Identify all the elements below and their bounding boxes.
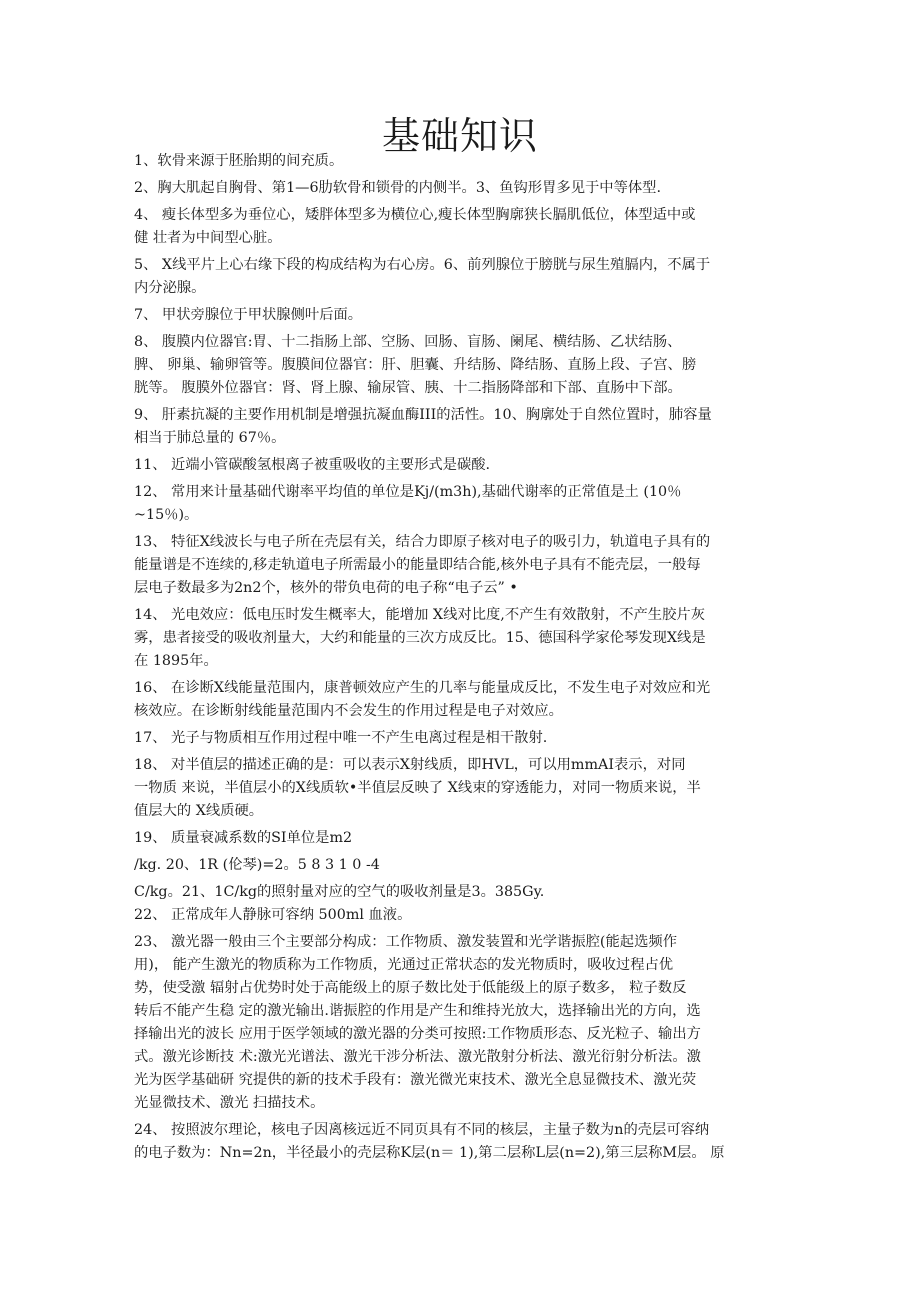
text-line: 9、 肝素抗凝的主要作用机制是增强抗凝血酶III的活性。10、胸廓处于自然位置时，肺容量 bbox=[134, 407, 712, 423]
text-line: 转后不能产生稳 定的激光输出.谐振腔的作用是产生和维持光放大，选择输出光的方向，选 bbox=[134, 1003, 701, 1019]
text-line: 14、 光电效应：低电压时发生概率大，能增加 X线对比度,不产生有效散射，不产生胶片灰 bbox=[134, 607, 705, 623]
text-line: 22、 正常成年人静脉可容纳 500ml 血液。 bbox=[134, 907, 412, 923]
text-line: 一物质 来说，半值层小的X线质软•半值层反映了 X线束的穿透能力，对同一物质来说，半 bbox=[134, 780, 701, 796]
text-line: 17、 光子与物质相互作用过程中唯一不产生电离过程是相干散射. bbox=[134, 730, 548, 746]
text-line: 值层大的 X线质硬。 bbox=[134, 803, 264, 819]
text-line: 13、 特征X线波长与电子所在壳层有关，结合力即原子核对电子的吸引力，轨道电子具有的 bbox=[134, 534, 711, 550]
text-line: 雾，患者接受的吸收剂量大，大约和能量的三次方成反比。15、德国科学家伦琴发现X线是 bbox=[134, 630, 706, 646]
text-line: 12、 常用来计量基础代谢率平均值的单位是Kj/(m3h),基础代谢率的正常值是土 (10％ bbox=[134, 484, 682, 500]
text-line: 层电子数最多为2n2个，核外的带负电荷的电子称“电子云” • bbox=[134, 580, 518, 596]
text-line: 择输出光的波长 应用于医学领域的激光器的分类可按照:工作物质形态、反光粒子、输出方 bbox=[134, 1026, 701, 1042]
text-line: 在 1895年。 bbox=[134, 653, 218, 669]
text-line: 16、 在诊断X线能量范围内，康普顿效应产生的几率与能量成反比，不发生电子对效应和光 bbox=[134, 680, 711, 696]
text-line: 用)， 能产生激光的物质称为工作物质，光通过正常状态的发光物质时，吸收过程占优 bbox=[134, 957, 674, 973]
text-line: 5、 X线平片上心右缘下段的构成结构为右心房。6、前列腺位于膀胱与尿生殖膈内，不属于 bbox=[134, 257, 711, 273]
text-line: 4、 瘦长体型多为垂位心，矮胖体型多为横位心,瘦长体型胸廓狭长膈肌低位，体型适中或 bbox=[134, 207, 696, 223]
text-line: 核效应。在诊断射线能量范围内不会发生的作用过程是电子对效应。 bbox=[134, 703, 563, 719]
document-body bbox=[134, 150, 794, 1165]
text-line: 光显微技术、激光 扫描技术。 bbox=[134, 1095, 325, 1111]
text-line: 8、 腹膜内位器官:胃、十二指肠上部、空肠、回肠、盲肠、阑尾、横结肠、乙状结肠、 bbox=[134, 334, 682, 350]
text-line: 健 壮者为中间型心脏。 bbox=[134, 230, 282, 246]
text-line: 的电子数为：Nn=2n，半径最小的壳层称K层(n＝ 1),第二层称L层(n=2),第三层称M层。 原 bbox=[134, 1145, 725, 1161]
text-line: 19、 质量衰减系数的SI单位是m2 bbox=[134, 830, 353, 846]
text-line: 相当于肺总量的 67％。 bbox=[134, 430, 286, 446]
text-line: 23、 激光器一般由三个主要部分构成：工作物质、激发装置和光学谐振腔(能起选频作 bbox=[134, 934, 677, 950]
text-line: 1、软骨来源于胚胎期的间充质。 bbox=[134, 153, 344, 169]
text-line: /kg. 20、1R (伦琴)=2。5 8 3 1 0 -4 bbox=[134, 857, 380, 873]
text-line: ~15％)。 bbox=[134, 507, 199, 523]
text-line: 能量谱是不连续的,移走轨道电子所需最小的能量即结合能,核外电子具有不能壳层，一般每 bbox=[134, 557, 701, 573]
text-line: 24、 按照波尔理论，核电子因离核远近不同页具有不同的核层，主量子数为n的壳层可容纳 bbox=[134, 1122, 710, 1138]
text-line: 7、 甲状旁腺位于甲状腺侧叶后面。 bbox=[134, 307, 363, 323]
text-line: 式。激光诊断技 术:激光光谱法、激光干涉分析法、激光散射分析法、激光衍射分析法。激 bbox=[134, 1049, 701, 1065]
page-title: 基础知识 bbox=[381, 114, 538, 159]
text-line: 光为医学基础研 究提供的新的技术手段有：激光微光束技术、激光全息显微技术、激光荧 bbox=[134, 1072, 697, 1088]
text-line: 胱等。 腹膜外位器官：肾、肾上腺、输尿管、胰、十二指肠降部和下部、直肠中下部。 bbox=[134, 380, 682, 396]
text-line: 11、 近端小管碳酸氢根离子被重吸收的主要形式是碳酸. bbox=[134, 457, 491, 473]
text-line: 2、胸大肌起自胸骨、第1—6肋软骨和锁骨的内侧半。3、鱼钩形胃多见于中等体型. bbox=[134, 180, 662, 196]
text-line: C/kg。21、1C/kg的照射量对应的空气的吸收剂量是3。385Gy. bbox=[134, 884, 545, 900]
text-line: 18、 对半值层的描述正确的是：可以表示X射线质，即HVL，可以用mmAI表示，对同 bbox=[134, 757, 686, 773]
text-line: 内分泌腺。 bbox=[134, 280, 206, 296]
text-line: 势，使受激 辐射占优势时处于高能级上的原子数比处于低能级上的原子数多， 粒子数反 bbox=[134, 980, 687, 996]
text-line: 脾、 卵巢、输卵管等。腹膜间位器官：肝、胆囊、升结肠、降结肠、直肠上段、子宫、膀 bbox=[134, 357, 697, 373]
